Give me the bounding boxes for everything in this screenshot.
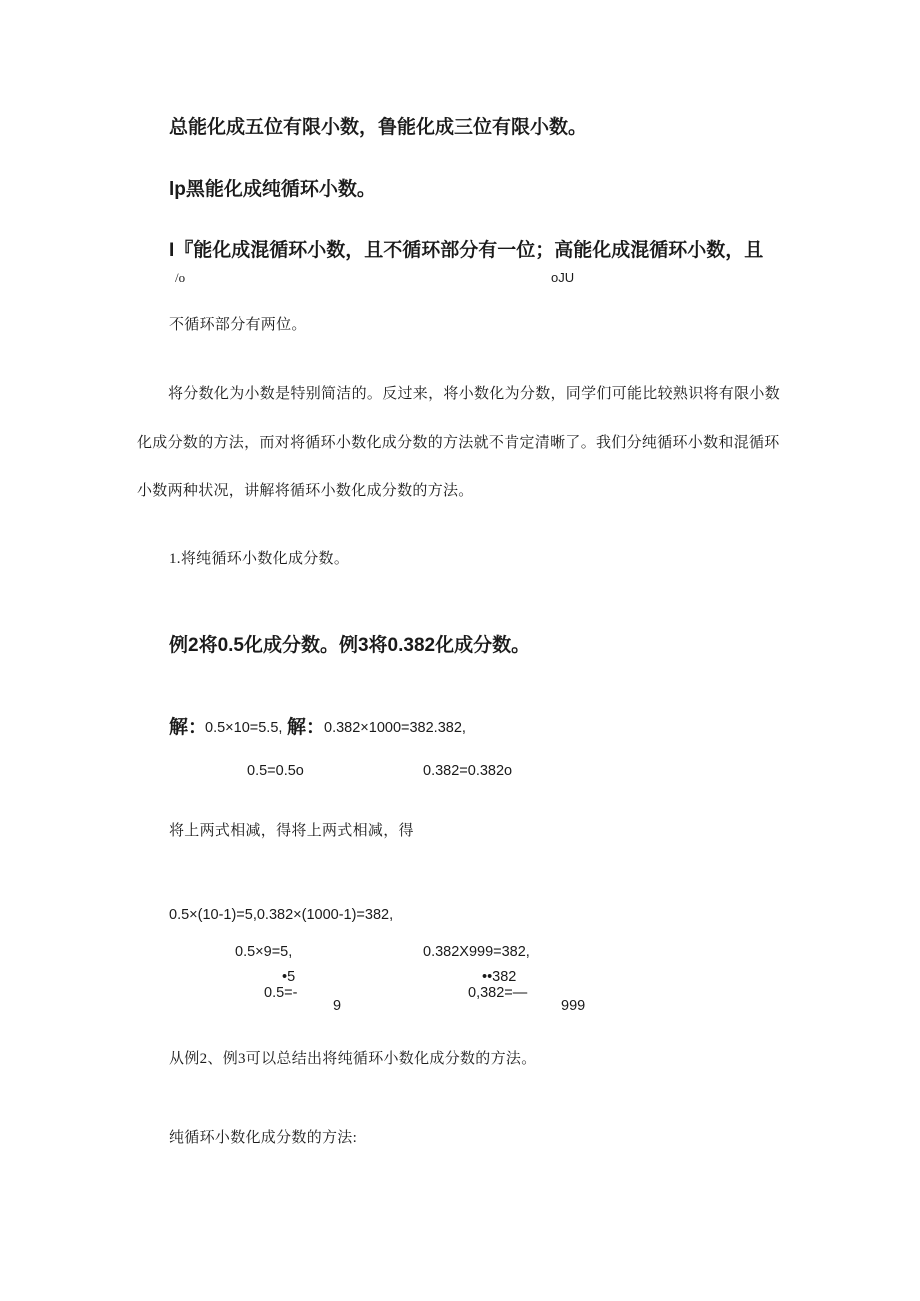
paragraph-line-1: 将分数化为小数是特别简洁的。反过来，将小数化为分数，同学们可能比较熟识将有限小数 (168, 386, 781, 402)
left-fraction-lhs: 0.5=- (264, 985, 298, 1001)
subtract-note: 将上两式相减，得将上两式相减，得 (169, 823, 414, 839)
left-fraction-numerator: •5 (282, 969, 296, 985)
solution-equation-right: 0.382×1000=382.382, (324, 720, 466, 736)
intro-line-2: lp黑能化成纯循环小数。 (169, 179, 376, 200)
left-equation-2: 0.5×9=5, (235, 944, 293, 960)
intro-line-3-sub-left: /o (175, 270, 186, 285)
conclusion-line-2: 纯循环小数化成分数的方法: (169, 1130, 358, 1146)
intro-line-4: 不循环部分有两位。 (169, 317, 307, 333)
left-definition: 0.5=0.5o (247, 763, 304, 779)
right-equation-2: 0.382X999=382, (423, 944, 530, 960)
intro-line-3: I『能化成混循环小数，且不循环部分有一位；高能化成混循环小数，且 (169, 240, 764, 261)
solution-label-right: 解： (287, 717, 326, 738)
intro-line-1: 总能化成五位有限小数，鲁能化成三位有限小数。 (169, 117, 588, 138)
paragraph-line-2: 化成分数的方法，而对将循环小数化成分数的方法就不肯定清晰了。我们分纯循环小数和混循环 (137, 435, 780, 451)
right-fraction-lhs: 0,382=— (468, 985, 528, 1001)
intro-line-3-sub-right: oJU (551, 270, 575, 285)
conclusion-line-1: 从例2、例3可以总结出将纯循环小数化成分数的方法。 (169, 1051, 537, 1067)
solution-equation-left: 0.5×10=5.5, (205, 720, 283, 736)
section-heading: 1.将纯循环小数化成分数。 (169, 551, 350, 567)
right-definition: 0.382=0.382o (423, 763, 513, 779)
examples-title: 例2将0.5化成分数。例3将0.382化成分数。 (169, 635, 531, 656)
right-fraction-numerator: ••382 (482, 969, 517, 985)
solution-label: 解： (169, 717, 208, 738)
right-fraction-denominator: 999 (561, 998, 586, 1014)
left-fraction-denominator: 9 (333, 998, 342, 1014)
paragraph-line-3: 小数两种状况，讲解将循环小数化成分数的方法。 (137, 483, 474, 499)
combined-equation: 0.5×(10-1)=5,0.382×(1000-1)=382, (169, 907, 394, 923)
